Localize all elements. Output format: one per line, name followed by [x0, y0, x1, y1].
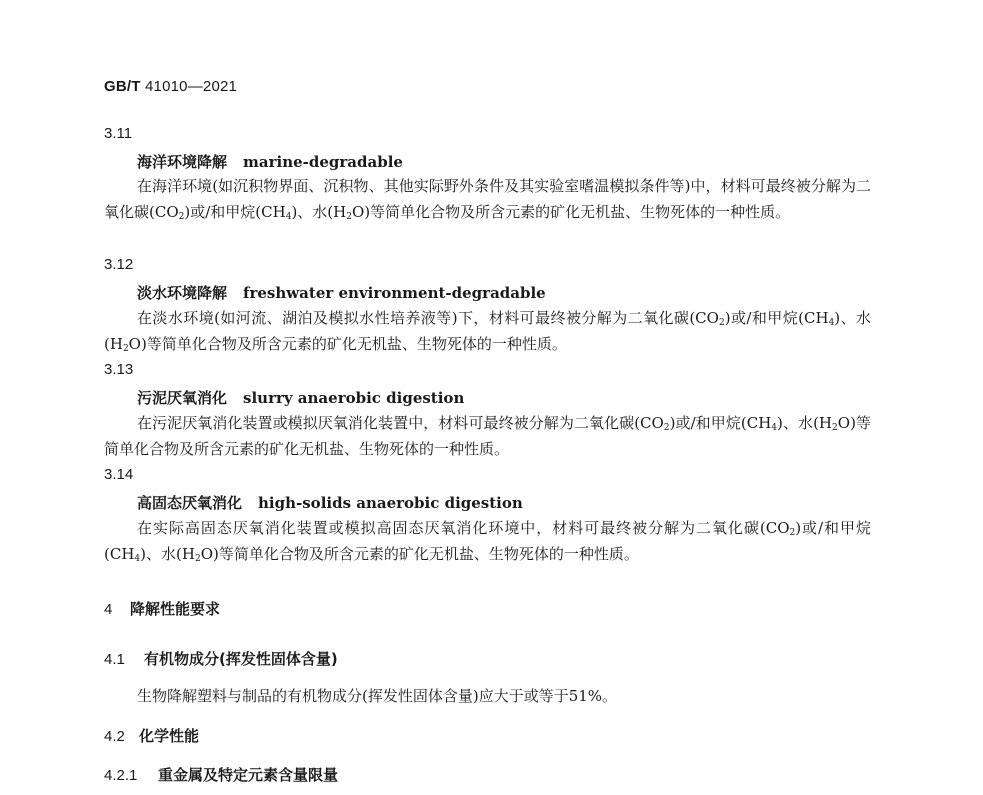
section-title: 化学性能 [139, 727, 200, 745]
subsection-heading [104, 648, 338, 669]
subscript: 2 [789, 528, 796, 538]
term-definition [104, 305, 871, 357]
definition-text: )或/和甲烷(CH [184, 203, 286, 221]
section-heading [104, 598, 220, 619]
definition-text: O)等简单化合物及所含元素的矿化无机盐、生物死体的一种性质。 [200, 545, 639, 563]
definition-text: )或/和甲烷(CH [669, 414, 772, 432]
section-title: 重金属及特定元素含量限量 [158, 766, 339, 784]
definition-text: 在污泥厌氧消化装置或模拟厌氧消化装置中，材料可最终被分解为二氧化碳(CO [137, 414, 664, 432]
term-title [137, 492, 523, 513]
section-number: 4.1 [104, 651, 125, 668]
subsection-heading [104, 764, 338, 785]
definition-text: )、水(H [104, 309, 871, 353]
term-definition [104, 410, 871, 462]
definition-text: O)等简单化合物及所含元素的矿化无机盐、生物死体的一种性质。 [128, 335, 567, 353]
section-number: 4.2.1 [104, 767, 138, 784]
clause-number: 3.13 [104, 361, 134, 378]
subscript: 2 [663, 423, 670, 433]
section-number: 4.2 [104, 728, 125, 745]
term-en: high-solids anaerobic digestion [258, 494, 523, 512]
definition-text: 在海洋环境(如沉积物界面、沉积物、其他实际野外条件及其实验室嗜温模拟条件等)中，材料可最终被分解为二氧化碳(CO [104, 177, 871, 221]
term-title [137, 282, 546, 303]
definition-text: 在实际高固态厌氧消化装置或模拟高固态厌氧消化环境中，材料可最终被分解为二氧化碳(CO [137, 519, 790, 537]
definition-text: 在淡水环境(如河流、湖泊及模拟水性培养液等)下，材料可最终被分解为二氧化碳(CO [137, 309, 719, 327]
subscript: 2 [178, 212, 185, 222]
term-zh: 海洋环境降解 [137, 153, 228, 171]
definition-text: )或/和甲烷(CH [104, 519, 871, 563]
definition-text: )、水(H [291, 203, 347, 221]
term-title [137, 387, 464, 408]
term-en: marine-degradable [243, 153, 403, 171]
term-definition [104, 173, 871, 225]
definition-text: )、水(H [777, 414, 833, 432]
term-zh: 污泥厌氧消化 [137, 389, 228, 407]
subscript: 4 [828, 318, 835, 328]
section-number: 4 [104, 601, 113, 618]
term-zh: 淡水环境降解 [137, 284, 228, 302]
section-title: 降解性能要求 [130, 600, 221, 618]
subscript: 2 [832, 423, 838, 433]
standard-header [104, 78, 237, 95]
subsection-heading [104, 725, 199, 746]
section-title: 有机物成分(挥发性固体含量) [144, 650, 338, 668]
clause-number: 3.12 [104, 256, 134, 273]
standard-code: GB/T [104, 78, 141, 95]
subscript: 2 [194, 554, 201, 564]
definition-text: O)等简单化合物及所含元素的矿化无机盐、生物死体的一种性质。 [351, 203, 791, 221]
subscript: 2 [122, 344, 129, 354]
subscript: 2 [346, 212, 352, 222]
definition-text: O)等简单化合物及所含元素的矿化无机盐、生物死体的一种性质。 [104, 414, 871, 458]
subscript: 4 [134, 554, 141, 564]
body-paragraph: 生物降解塑料与制品的有机物成分(挥发性固体含量)应大于或等于51%。 [137, 687, 618, 705]
term-zh: 高固态厌氧消化 [137, 494, 243, 512]
subscript: 4 [285, 212, 292, 222]
term-en: slurry anaerobic digestion [243, 389, 465, 407]
clause-number: 3.14 [104, 466, 134, 483]
subscript: 2 [718, 318, 725, 328]
standard-number: 41010—2021 [145, 78, 238, 95]
clause-number: 3.11 [104, 125, 133, 142]
term-title [137, 151, 403, 172]
definition-text: )或/和甲烷(CH [724, 309, 829, 327]
subscript: 4 [771, 423, 778, 433]
definition-text: )、水(H [140, 545, 195, 563]
term-en: freshwater environment-degradable [243, 284, 546, 302]
term-definition [104, 515, 871, 567]
